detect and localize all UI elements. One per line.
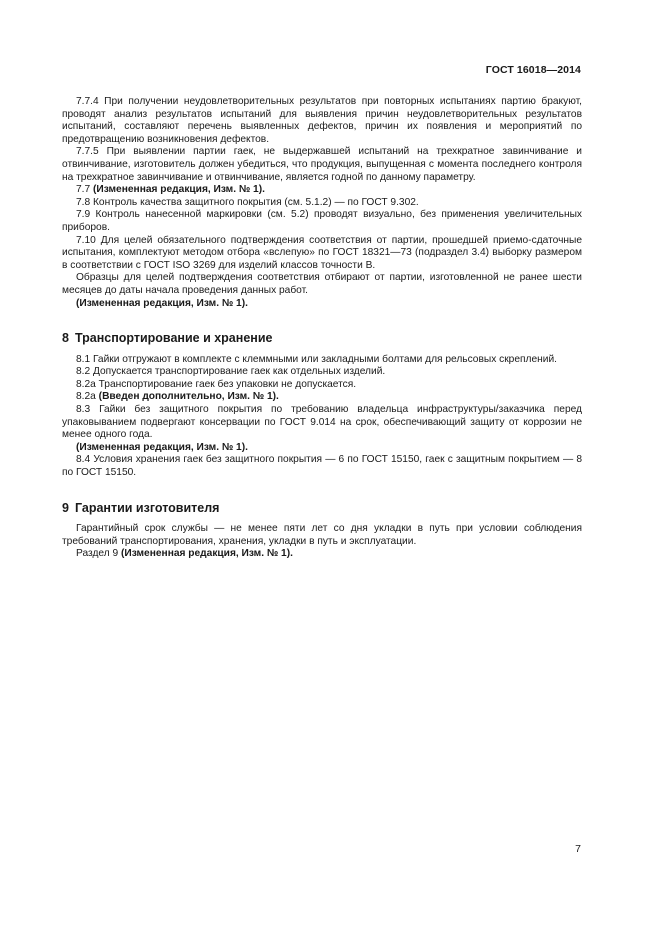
amendment-note: (Измененная редакция, Изм. № 1). (93, 184, 265, 196)
paragraph-8-2a-prefix: 8.2а (76, 391, 99, 403)
paragraph-8-3: 8.3 Гайки без защитного покрытия по требованию владельца инфраструктуры/заказчика перед упаковыванием подвергают консервации по ГОСТ 9.014 на срок, обеспечивающий защиту от коррозии не менее одного года. (62, 404, 582, 441)
amendment-note: (Измененная редакция, Изм. № 1). (76, 441, 248, 453)
page-number: 7 (575, 843, 581, 855)
section-number: 9 (62, 500, 69, 515)
document-body (62, 96, 582, 561)
section-9-heading (62, 502, 582, 515)
paragraph-7-7 (62, 184, 582, 197)
amendment-note: (Измененная редакция, Изм. № 1). (121, 548, 293, 560)
paragraph-7-7-prefix: 7.7 (76, 184, 93, 196)
section-title: Транспортирование и хранение (74, 331, 273, 346)
amendment-note: (Введен дополнительно, Изм. № 1). (98, 391, 279, 403)
section-title: Гарантии изготовителя (74, 500, 220, 515)
paragraph-section-9-note (62, 548, 582, 561)
paragraph-7-10: 7.10 Для целей обязательного подтверждения соответствия от партии, прошедшей приемо-сдаточные испытания, комплектуют методом отбора «вслепую» по ГОСТ 18321—73 (подраздел 3.4) выборку размером в соответствии с ГОСТ ISO 3269 для изделий классов точности В. (62, 234, 582, 271)
section-9-note-prefix: Раздел 9 (76, 548, 121, 560)
paragraph-7-7-4: 7.7.4 При получении неудовлетворительных результатов при повторных испытаниях партию бракуют, проводят анализ результатов испытаний для выявления причин неудовлетворительных результатов испытаний, составляют перечень выявленных дефектов, причин их появления и мероприятий по предотвращению возникновения дефектов. (62, 96, 582, 145)
paragraph-samples: Образцы для целей подтверждения соответствия отбирают от партии, изготовленной не ранее шести месяцев до даты начала проведения данных работ. (62, 272, 582, 296)
paragraph-8-2: 8.2 Допускается транспортирование гаек как отдельных изделий. (76, 366, 386, 378)
paragraph-7-8: 7.8 Контроль качества защитного покрытия (см. 5.1.2) — по ГОСТ 9.302. (76, 196, 419, 208)
paragraph-7-7-5: 7.7.5 При выявлении партии гаек, не выдержавшей испытаний на трехкратное завинчивание и отвинчивание, изготовитель должен убедиться, что продукция, выпущенная с момента последнего контроля на трехкратное завинчивание и отвинчивание, является годной по данному параметру. (62, 146, 582, 183)
document-id-header: ГОСТ 16018—2014 (485, 64, 581, 76)
paragraph-8-4: 8.4 Условия хранения гаек без защитного покрытия — 6 по ГОСТ 15150, гаек с защитным покрытием — 8 по ГОСТ 15150. (62, 454, 582, 479)
paragraph-8-2a-note (62, 391, 582, 404)
paragraph-7-9: 7.9 Контроль нанесенной маркировки (см. 5.2) проводят визуально, без применения увеличительных приборов. (62, 209, 582, 233)
amendment-note: (Измененная редакция, Изм. № 1). (76, 297, 248, 309)
section-8-heading (62, 332, 582, 345)
section-number: 8 (62, 331, 69, 346)
paragraph-warranty: Гарантийный срок службы — не менее пяти лет со дня укладки в путь при условии соблюдения требований транспортирования, хранения, укладки в путь и эксплуатации. (62, 523, 582, 547)
paragraph-8-2a: 8.2а Транспортирование гаек без упаковки не допускается. (76, 378, 357, 390)
paragraph-8-1: 8.1 Гайки отгружают в комплекте с клеммными или закладными болтами для рельсовых скреплений. (76, 353, 557, 365)
